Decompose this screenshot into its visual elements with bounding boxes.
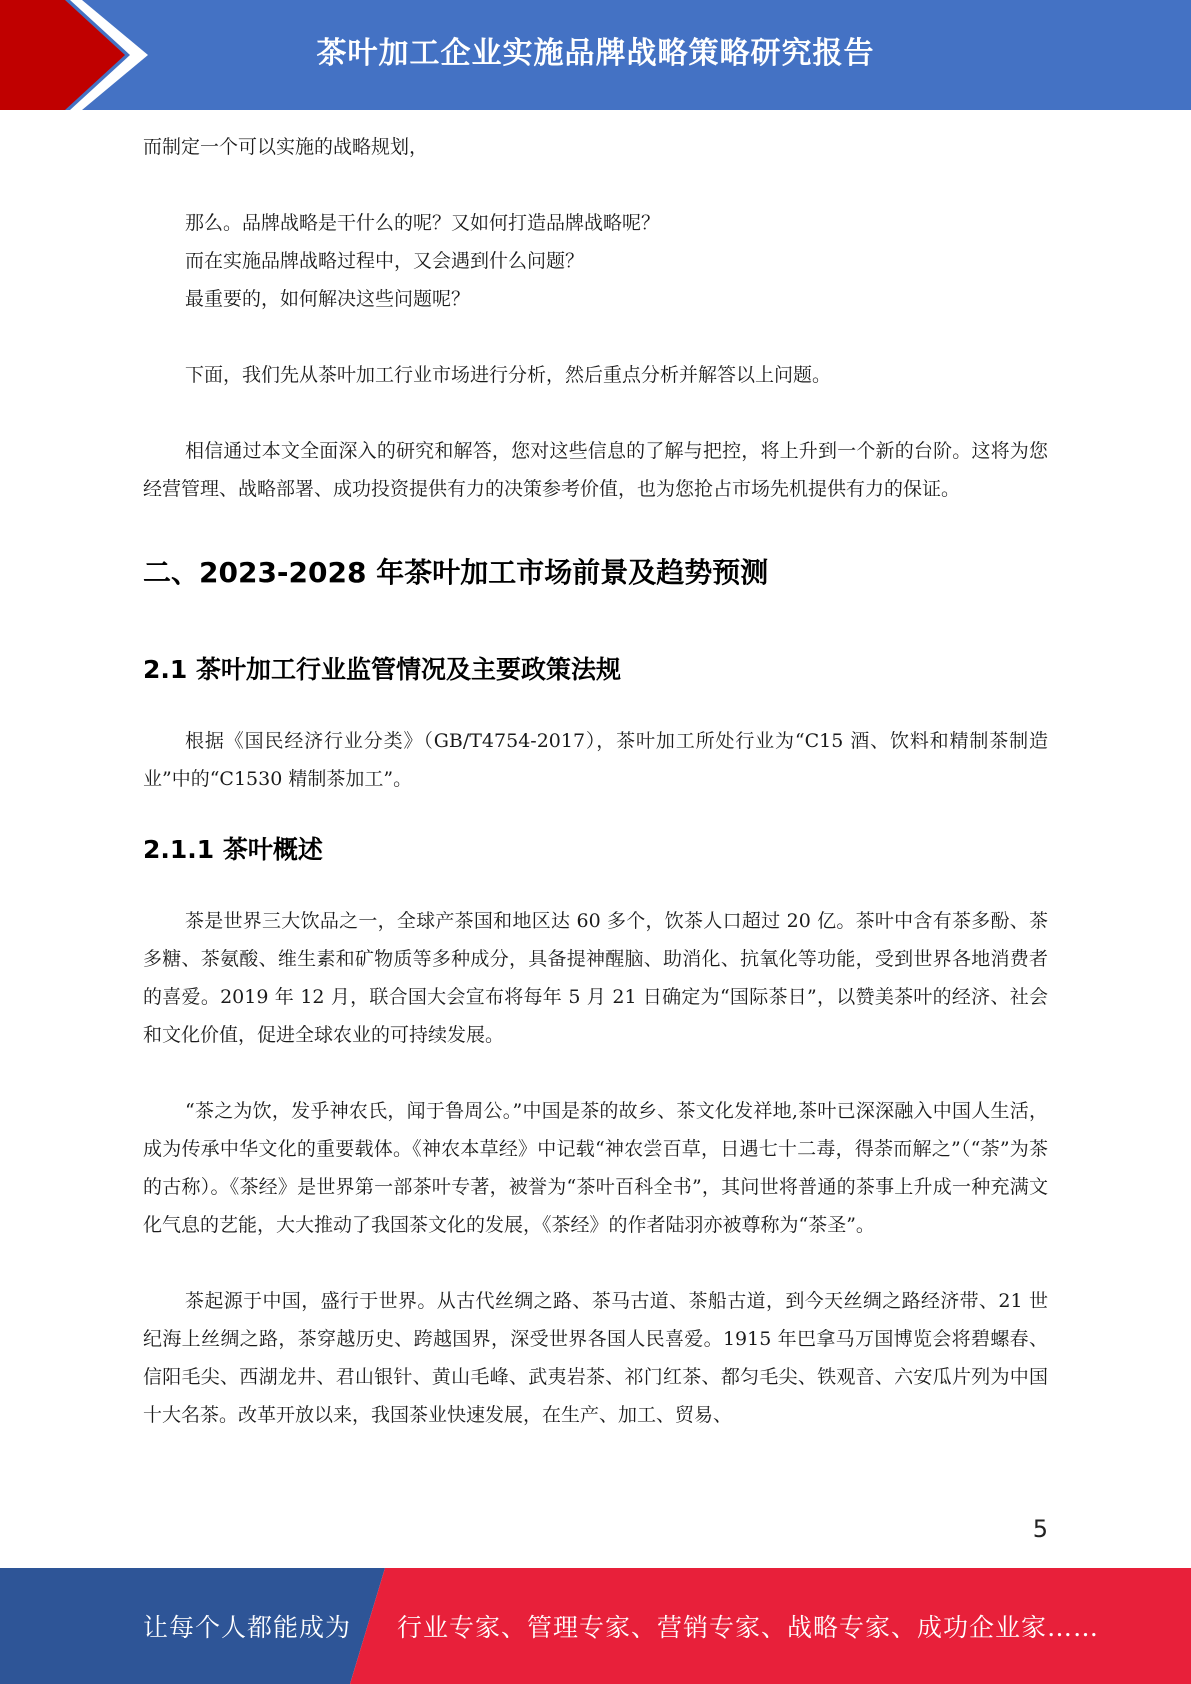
section-heading: 二、2023-2028 年茶叶加工市场前景及趋势预测 [143, 556, 769, 589]
paragraph: “茶之为饮，发乎神农氏，闻于鲁周公。”中国是茶的故乡、茶文化发祥地,茶叶已深深融入中国人生活，成为传承中华文化的重要载体。《神农本草经》中记载“神农尝百草，日遇七十二毒，得荼而解之”（“荼”为茶的古称）。《茶经》是世界第一部茶叶专著，被誉为“茶叶百科全书”，其问世将普通的茶事上升成一种充满文化气息的艺能，大大推动了我国茶文化的发展，《茶经》的作者陆羽亦被尊称为“茶圣”。 [143, 1100, 1048, 1236]
question-line: 最重要的，如何解决这些问题呢？ [185, 288, 471, 310]
page-footer [0, 1568, 1191, 1684]
question-line: 而在实施品牌战略过程中，又会遇到什么问题？ [185, 250, 585, 272]
page-number: 5 [1032, 1515, 1048, 1543]
paragraph: 茶起源于中国，盛行于世界。从古代丝绸之路、茶马古道、茶船古道，到今天丝绸之路经济带、21 世纪海上丝绸之路，茶穿越历史、跨越国界，深受世界各国人民喜爱。1915 年巴拿马万国博览会将碧螺春、信阳毛尖、西湖龙井、君山银针、黄山毛峰、武夷岩茶、祁门红茶、都匀毛尖、铁观音、六安瓜片列为中国十大名茶。改革开放以来，我国茶业快速发展，在生产、加工、贸易、 [143, 1290, 1048, 1426]
paragraph: 根据《国民经济行业分类》（GB/T4754-2017），茶叶加工所处行业为“C15 酒、饮料和精制茶制造业”中的“C1530 精制茶加工”。 [143, 730, 1048, 790]
paragraph: 相信通过本文全面深入的研究和解答，您对这些信息的了解与把控，将上升到一个新的台阶。这将为您经营管理、战略部署、成功投资提供有力的决策参考价值，也为您抢占市场先机提供有力的保证。 [143, 440, 1048, 500]
subsection-heading: 2.1 茶叶加工行业监管情况及主要政策法规 [143, 655, 621, 684]
subsubsection-heading: 2.1.1 茶叶概述 [143, 835, 323, 864]
document-body [143, 128, 1048, 1434]
report-title: 茶叶加工企业实施品牌战略策略研究报告 [316, 36, 875, 71]
paragraph: 下面，我们先从茶叶加工行业市场进行分析，然后重点分析并解答以上问题。 [185, 364, 832, 386]
question-line: 那么。品牌战略是干什么的呢？又如何打造品牌战略呢？ [185, 212, 661, 234]
paragraph: 茶是世界三大饮品之一，全球产茶国和地区达 60 多个，饮茶人口超过 20 亿。茶叶中含有茶多酚、茶多糖、茶氨酸、维生素和矿物质等多种成分，具备提神醒脑、助消化、抗氧化等功能，受到世界各地消费者的喜爱。2019 年 12 月，联合国大会宣布将每年 5 月 21 日确定为“国际茶日”，以赞美茶叶的经济、社会和文化价值，促进全球农业的可持续发展。 [143, 910, 1048, 1046]
page-header [0, 0, 1191, 110]
paragraph: 而制定一个可以实施的战略规划， [143, 136, 429, 158]
footer-slogan-left: 让每个人都能成为 [143, 1613, 352, 1642]
footer-slogan-right: 行业专家、管理专家、营销专家、战略专家、成功企业家…… [397, 1613, 1100, 1642]
